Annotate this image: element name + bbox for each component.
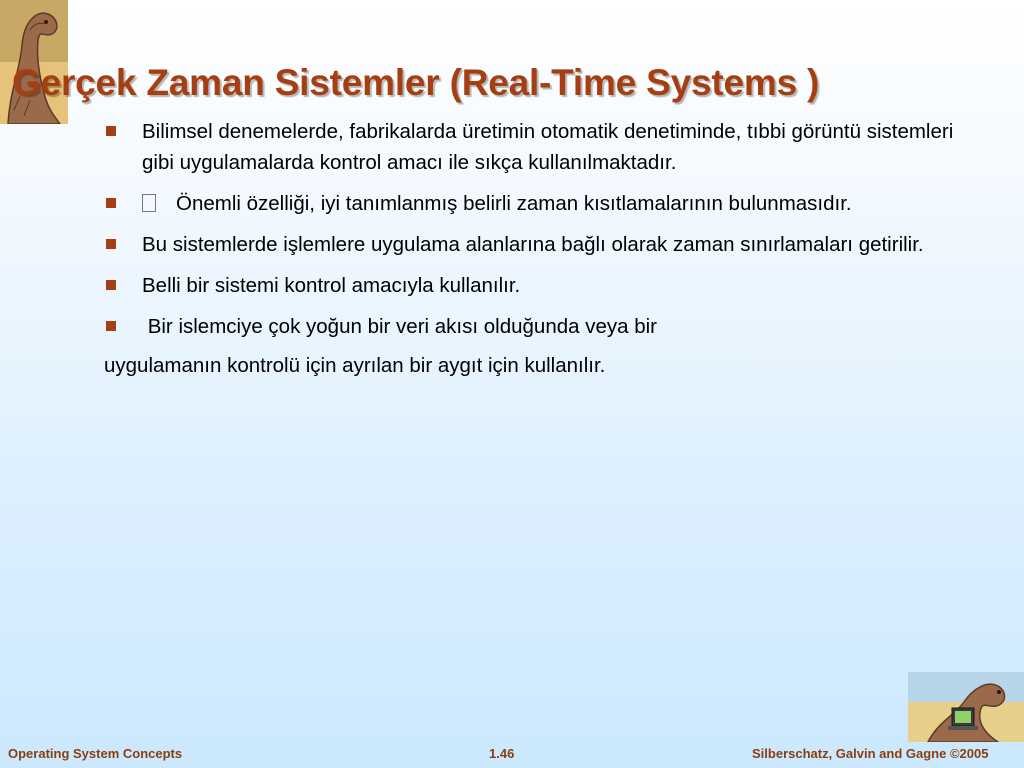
bullet-item xyxy=(104,270,964,301)
bullet-text: Belli bir sistemi kontrol amacıyla kullanılır. xyxy=(142,274,521,297)
bullet-list xyxy=(104,116,964,381)
bullet-text: Bu sistemlerde işlemlere uygulama alanlarına bağlı olarak zaman sınırlamaları getirilir. xyxy=(142,233,924,256)
bullet-item xyxy=(104,311,964,342)
square-bullet-icon xyxy=(106,198,116,208)
footer-course: Operating System Concepts xyxy=(8,746,183,761)
footer-copyright: Silberschatz, Galvin and Gagne ©2005 xyxy=(752,746,989,761)
bullet-text: Bir islemciye çok yoğun bir veri akısı olduğunda veya bir xyxy=(142,315,658,338)
slide-title: Gerçek Zaman Sistemler (Real-Time Systems ) xyxy=(12,62,820,103)
dinosaur-laptop-logo-icon xyxy=(908,672,1024,742)
bullet-item xyxy=(104,229,964,260)
footer-page-number: 1.46 xyxy=(489,746,515,761)
missing-glyph-icon xyxy=(142,194,156,212)
bullet-text: Bilimsel denemelerde, fabrikalarda üretimin otomatik denetiminde, tıbbi görüntü sistemleri gibi uygulamalarda kontrol amacı ile sıkça kullanılmaktadır. xyxy=(142,120,954,174)
bullet-item xyxy=(104,188,964,219)
square-bullet-icon xyxy=(106,239,116,249)
square-bullet-icon xyxy=(106,321,116,331)
bullet-item xyxy=(104,116,964,178)
square-bullet-icon xyxy=(106,280,116,290)
continuation-text: uygulamanın kontrolü için ayrılan bir aygıt için kullanılır. xyxy=(104,354,606,377)
bullet-text: Önemli özelliği, iyi tanımlanmış belirli zaman kısıtlamalarının bulunmasıdır. xyxy=(176,192,852,215)
square-bullet-icon xyxy=(106,126,116,136)
